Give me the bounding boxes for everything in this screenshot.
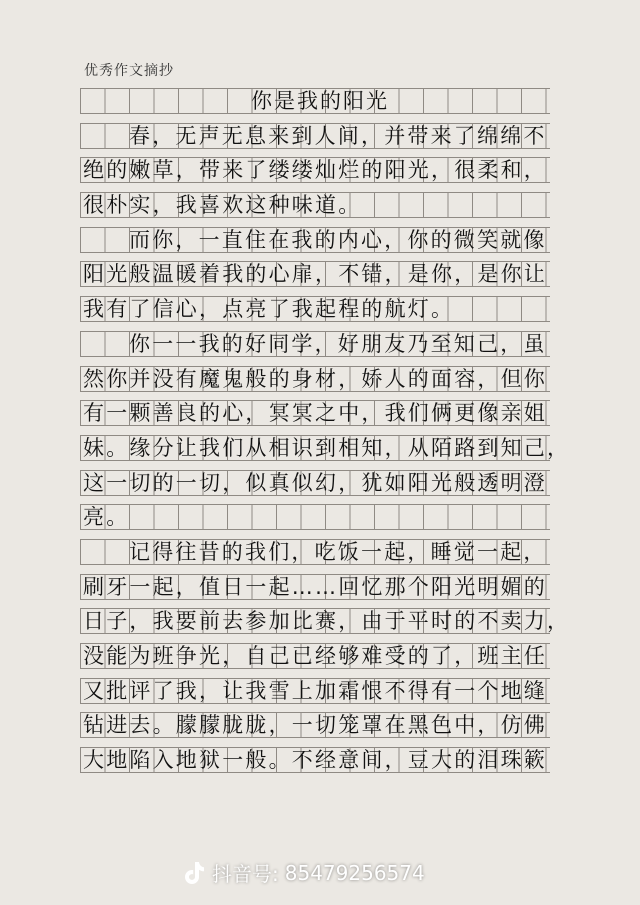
essay-line: 记得往昔的我们，吃饭一起，睡觉一起，: [129, 539, 547, 564]
text-row: [80, 539, 550, 565]
tiktok-icon: [182, 860, 206, 886]
essay-line: 春，无声无息来到人间，并带来了绵绵不: [129, 123, 547, 148]
essay-line: 我有了信心，点亮了我起程的航灯。: [83, 297, 455, 322]
essay-line: 这一切的一切，似真似幻，犹如阳光般透明澄: [83, 470, 547, 495]
text-row: [80, 400, 550, 426]
watermark: [182, 858, 425, 887]
text-row: [80, 366, 550, 392]
essay-line: 阳光般温暖着我的心扉，不错，是你，是你让: [83, 262, 547, 287]
text-row: [80, 435, 571, 461]
essay-line: 妹。缘分让我们从相识到相知，从陌路到知己，: [83, 435, 571, 460]
text-row: [80, 608, 571, 634]
essay-title: 你是我的阳光: [251, 89, 389, 113]
essay-line: 日子，我要前去参加比赛，由于平时的不卖力，: [83, 609, 571, 634]
text-row: [80, 747, 550, 773]
text-row: [80, 643, 550, 669]
text-row: [80, 192, 550, 218]
text-row: [80, 296, 550, 322]
essay-line: 又批评了我，让我雪上加霜恨不得有一个地缝: [83, 678, 547, 703]
header-label: 优秀作文摘抄: [84, 63, 174, 79]
essay-line: 然你并没有魔鬼般的身材，娇人的面容，但你: [83, 366, 547, 391]
text-row: [80, 504, 550, 530]
essay-line: 你一一我的好同学，好朋友乃至知己，虽: [129, 331, 547, 356]
title-row: [80, 88, 550, 114]
essay-line: 钻进去。朦朦胧胧，一切笼罩在黑色中，仿佛: [83, 713, 547, 738]
essay-line: 没能为班争光，自己已经够难受的了，班主任: [83, 644, 547, 668]
essay-line: 刷牙一起，值日一起……回忆那个阳光明媚的: [83, 574, 547, 599]
watermark-account-id: 85479256574: [284, 860, 425, 885]
text-row: [80, 678, 550, 704]
text-row: [80, 574, 550, 600]
essay-line: 很朴实，我喜欢这种味道。: [83, 193, 362, 218]
essay-line: 大地陷入地狱一般。不经意间，豆大的泪珠簌: [83, 748, 547, 773]
essay-line: 绝的嫩草，带来了缕缕灿烂的阳光，很柔和，: [83, 158, 547, 183]
writing-grid: [80, 88, 571, 782]
text-row: [80, 261, 550, 287]
text-row: [80, 157, 550, 183]
essay-line: 而你，一直住在我的内心，你的微笑就像: [129, 227, 547, 252]
watermark-platform: 抖音号:: [212, 862, 279, 886]
text-row: [80, 470, 550, 496]
text-row: [80, 331, 550, 357]
text-row: [80, 123, 550, 149]
essay-line: 有一颗善良的心，冥冥之中，我们俩更像亲姐: [83, 401, 547, 426]
text-row: [80, 227, 550, 253]
text-row: [80, 712, 550, 738]
essay-line: 亮。: [83, 505, 130, 530]
